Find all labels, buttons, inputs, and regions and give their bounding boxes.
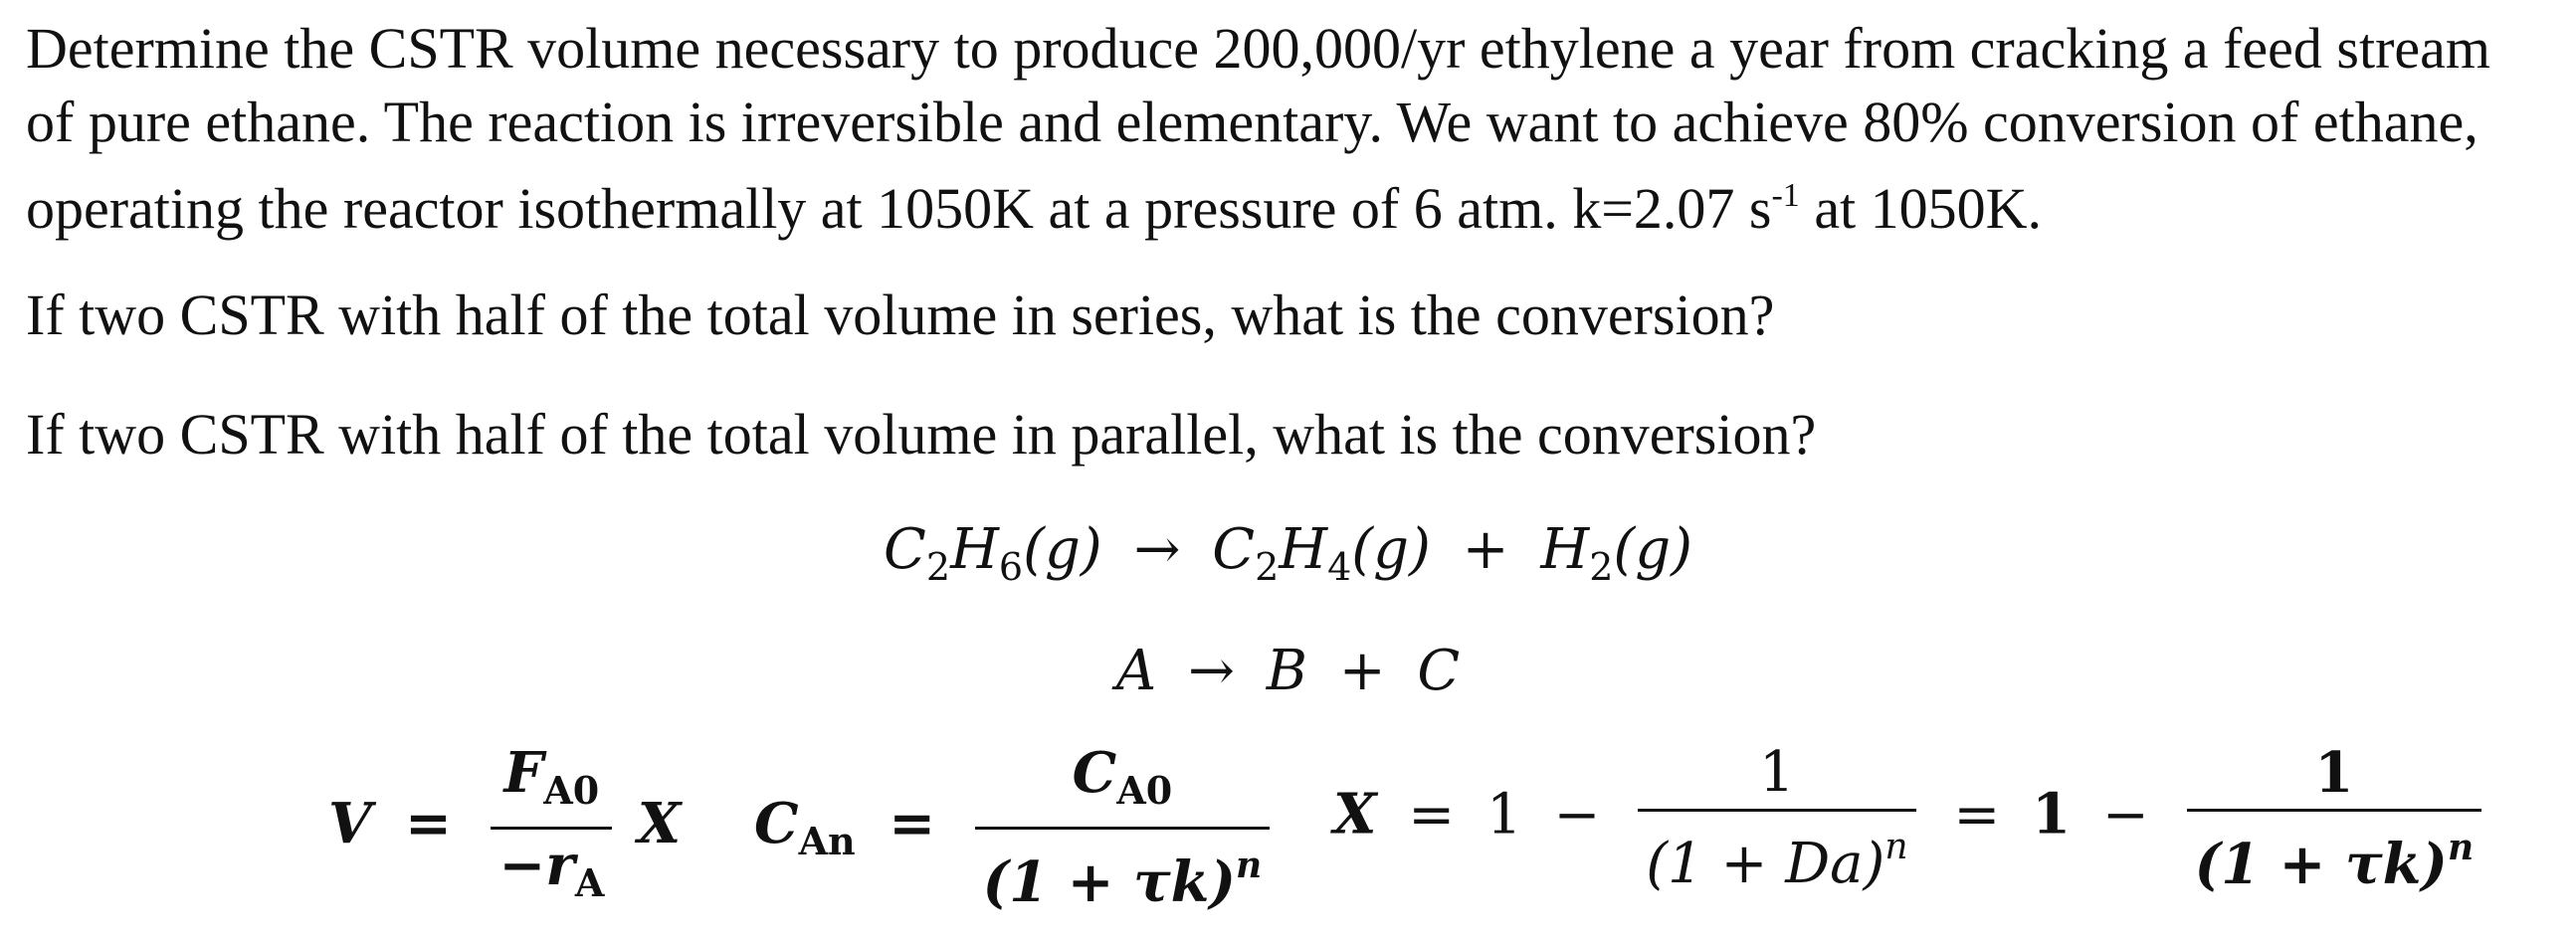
tau-k-denominator: $(1 + \tau k)^n$ [2194,827,2475,897]
problem-statement [26,12,2490,246]
problem-line-2: of pure ethane. The reaction is irreversible and elementary. We want to achieve 80% conversion of ethane, [26,90,2478,154]
reaction-arrow: → [1133,517,1181,582]
product-ethylene: $C_2H_4(g)$ [1212,517,1431,589]
volume-equals: = [404,791,452,857]
simple-reaction [0,639,2576,703]
simple-plus: + [1338,639,1386,703]
damkohler-fraction [1638,741,1915,896]
tau-k-numerator: 1 [2314,740,2354,806]
reaction-plus: + [1462,517,1509,582]
conversion-one-2: 1 [2032,781,2072,848]
rate-unit-exponent: -1 [1771,177,1800,214]
damkohler-denominator: $(1 + Da)^n$ [1646,827,1908,896]
conversion-formula [1333,741,2487,896]
conversion-one-1: 1 [1486,782,1522,848]
volume-numerator: $F_{A0}$ [503,740,600,813]
damkohler-numerator: 1 [1759,740,1795,805]
conversion-equals-2: = [1953,782,2001,848]
species-a: A [1115,639,1157,703]
problem-line-1: Determine the CSTR volume necessary to produce 200,000/yr ethylene a year from cracking a feed stream [26,16,2490,81]
conversion-minus-2: − [2101,782,2149,848]
conversion-equals-1: = [1408,782,1456,848]
cstr-volume-formula [328,741,681,915]
concentration-formula [754,741,1276,914]
concentration-denominator: $(1 + \tau k)^n$ [982,845,1263,915]
species-b: B [1266,639,1307,703]
concentration-lhs: $C_{An}$ [754,790,856,863]
reactant-ethane: $C_2H_6(g)$ [884,517,1102,589]
volume-symbol: V [328,791,372,857]
question-series: If two CSTR with half of the total volume in series, what is the conversion? [26,283,1775,347]
problem-line-3 [26,176,2042,241]
tau-k-fraction [2187,741,2482,896]
concentration-numerator: $C_{A0}$ [1072,740,1173,813]
volume-denominator: $-r_A$ [498,833,605,905]
question-parallel: If two CSTR with half of the total volume in parallel, what is the conversion? [26,402,1817,467]
conversion-lhs: X [1333,781,1377,848]
product-hydrogen: $H_2(g)$ [1540,517,1692,589]
reaction-equation [0,517,2576,589]
problem-line-3-end: at 1050K. [1799,176,2043,241]
concentration-equals: = [889,790,936,856]
volume-conversion-symbol: X [637,791,682,857]
conversion-minus-1: − [1553,782,1601,848]
concentration-fraction [975,741,1271,914]
simple-arrow: → [1187,639,1235,703]
species-c: C [1417,639,1461,703]
volume-fraction [491,741,612,915]
problem-line-3-text: operating the reactor isothermally at 1050K at a pressure of 6 atm. k=2.07 s [26,176,1772,241]
